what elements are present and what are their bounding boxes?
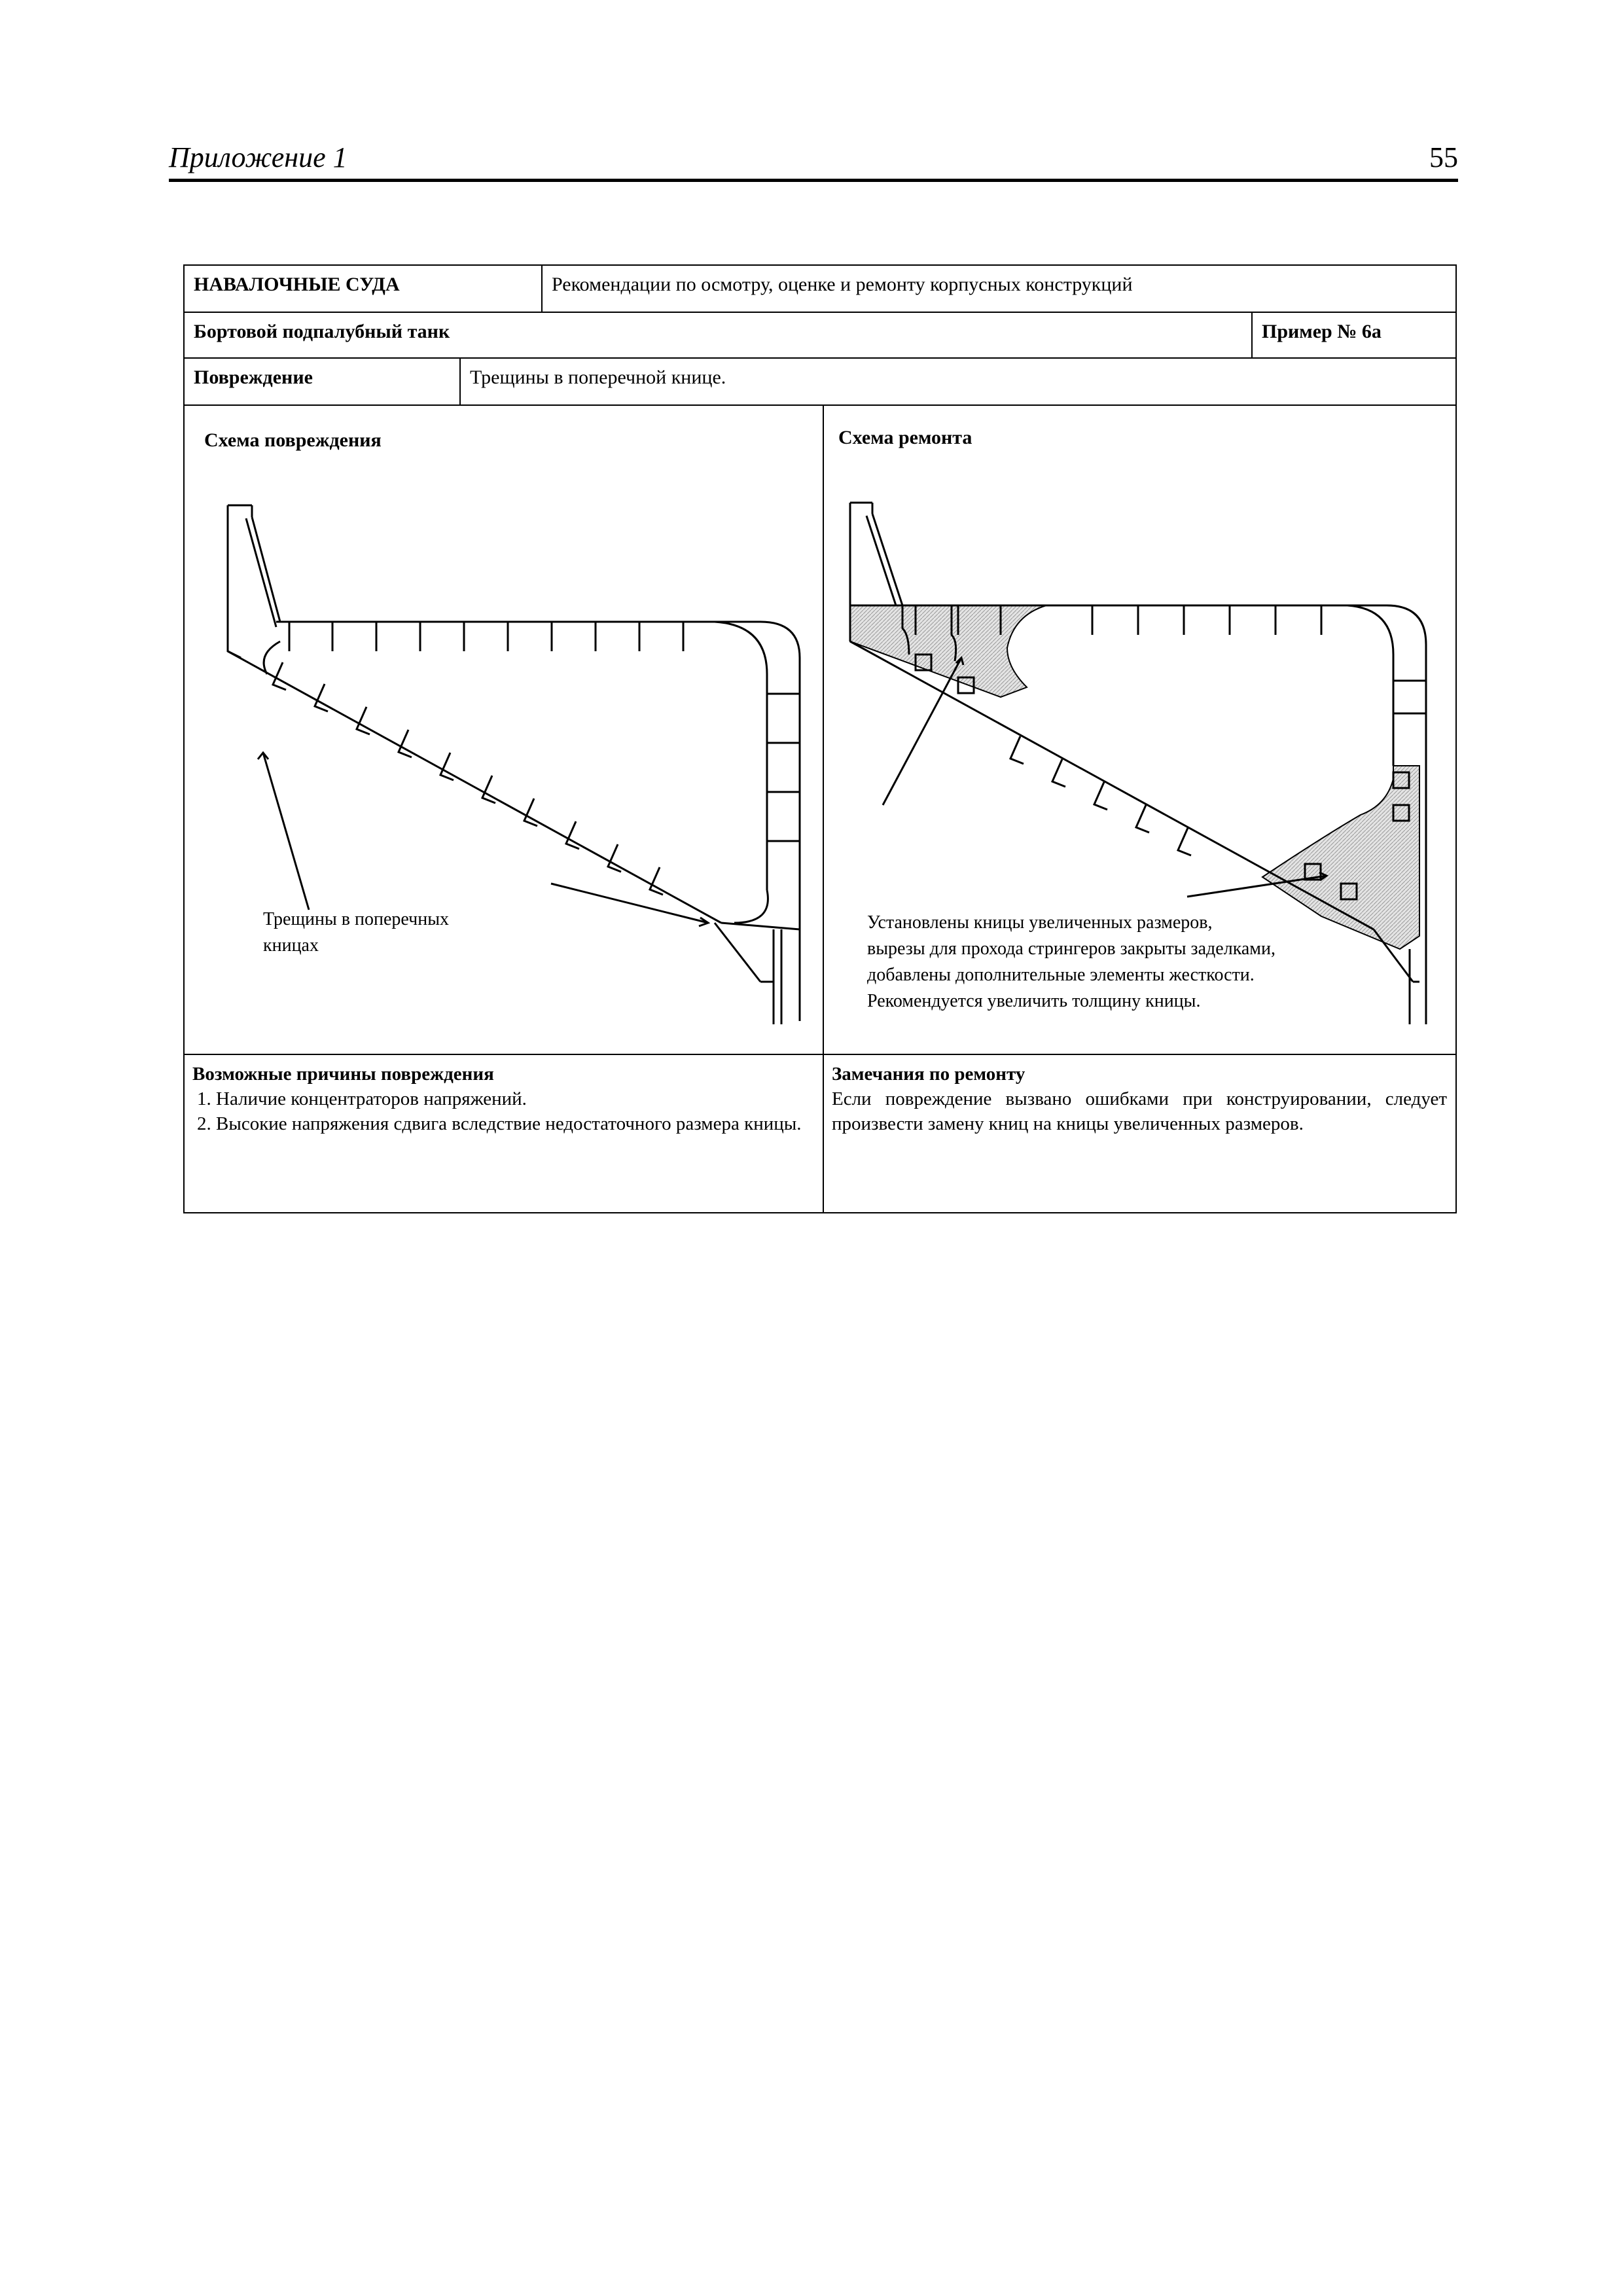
causes-title: Возможные причины повреждения <box>192 1064 494 1085</box>
figure-repair-title: Схема ремонта <box>838 427 972 448</box>
area-name: Бортовой подпалубный танк <box>194 321 450 342</box>
causes-cell <box>185 1055 823 1213</box>
repair-notes-cell <box>823 1055 1457 1213</box>
damage-card <box>183 264 1457 1213</box>
figure-damage-title: Схема повреждения <box>204 429 382 451</box>
row-damage <box>185 359 1455 406</box>
page-header <box>169 141 1458 182</box>
repair-notes-block <box>832 1062 1447 1136</box>
causes-list <box>192 1086 814 1136</box>
cause-item-1: 1. Наличие концентраторов напряжений. <box>216 1086 814 1111</box>
figure-damage-label-line1: Трещины в поперечных <box>263 909 450 929</box>
row-figures <box>185 406 1455 1055</box>
row-area <box>185 313 1455 359</box>
damage-value: Трещины в поперечной книце. <box>459 359 1457 404</box>
figure-repair-label-line1: Установлены кницы увеличенных размеров, <box>867 912 1213 933</box>
document-title: Рекомендации по осмотру, оценке и ремонту корпусных конструкций <box>541 266 1457 312</box>
figure-damage-label <box>263 906 449 959</box>
figure-damage-label-line2: кницах <box>263 935 319 956</box>
figure-repair-label-line3: добавлены дополнительные элементы жесткости. <box>867 965 1255 985</box>
figure-repair-label-line2: вырезы для прохода стрингеров закрыты заделками, <box>867 939 1275 959</box>
damage-label: Повреждение <box>194 367 313 388</box>
page-number: 55 <box>1429 141 1458 173</box>
row-ship-type <box>185 266 1455 313</box>
ship-type: НАВАЛОЧНЫЕ СУДА <box>194 274 400 295</box>
repair-notes-title: Замечания по ремонту <box>832 1064 1026 1085</box>
repair-notes-text: Если повреждение вызвано ошибками при конструировании, следует произвести замену книц на кницы увеличенных размеров. <box>832 1088 1447 1134</box>
row-notes <box>185 1055 1455 1213</box>
example-number: Пример № 6а <box>1251 313 1457 357</box>
appendix-label: Приложение 1 <box>169 141 348 173</box>
causes-block <box>192 1062 814 1136</box>
figure-repair-cell <box>823 406 1457 1054</box>
figure-repair-label <box>867 910 1275 1014</box>
cause-item-2: 2. Высокие напряжения сдвига вследствие недостаточного размера кницы. <box>216 1111 814 1136</box>
figure-repair-label-line4: Рекомендуется увеличить толщину кницы. <box>867 991 1201 1011</box>
figure-damage-cell <box>185 406 823 1054</box>
